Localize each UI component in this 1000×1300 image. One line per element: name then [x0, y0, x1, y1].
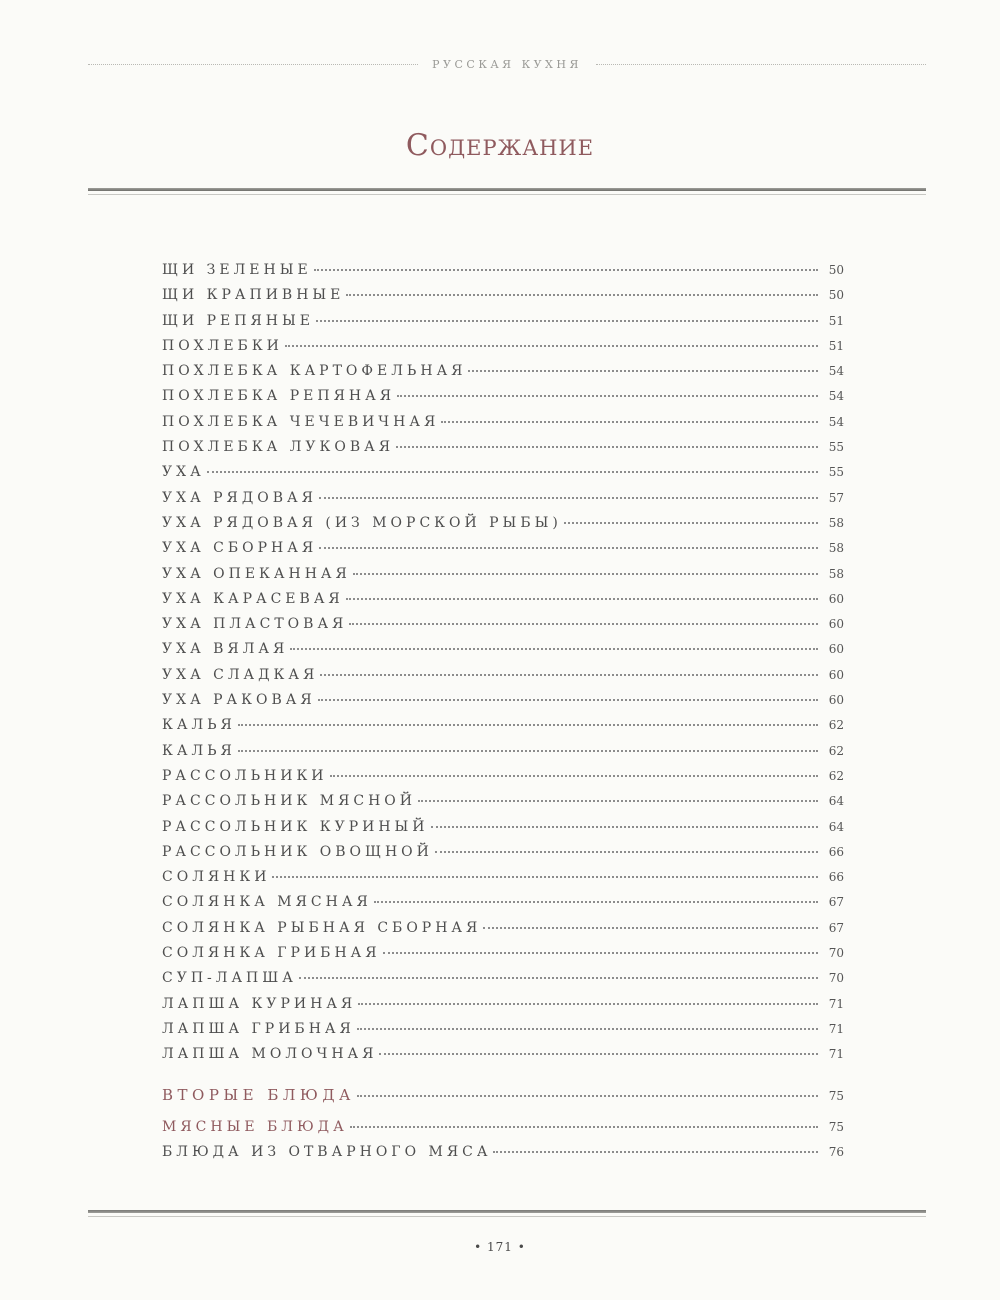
toc-entry-label: СОЛЯНКА РЫБНАЯ СБОРНАЯ — [162, 919, 482, 936]
toc-entry-label: УХА — [162, 464, 205, 481]
toc-entry[interactable] — [162, 313, 844, 338]
dot-leader — [319, 547, 818, 549]
toc-entry-page-number: 70 — [828, 946, 844, 961]
toc-entry[interactable] — [162, 439, 844, 464]
dot-leader — [441, 421, 818, 423]
toc-entry[interactable] — [162, 667, 844, 692]
toc-entry-label: ПОХЛЕБКА КАРТОФЕЛЬНАЯ — [162, 363, 467, 380]
toc-entry-label: УХА ПЛАСТОВАЯ — [162, 616, 348, 633]
toc-spacer — [162, 1072, 844, 1086]
toc-entry-label: ПОХЛЕБКИ — [162, 337, 283, 354]
toc-entry-label: УХА СЛАДКАЯ — [162, 666, 319, 683]
toc-entry-label: РАССОЛЬНИК ОВОЩНОЙ — [162, 843, 433, 860]
toc-entry[interactable] — [162, 515, 844, 540]
running-header-rule-left — [88, 64, 418, 65]
toc-entry-page-number: 58 — [828, 541, 844, 556]
toc-entry-page-number: 62 — [828, 718, 844, 733]
toc-entry-page-number: 60 — [828, 617, 844, 632]
toc-entry-label: РАССОЛЬНИК КУРИНЫЙ — [162, 818, 429, 835]
toc-entry-page-number: 62 — [828, 743, 844, 758]
toc-entry[interactable] — [162, 566, 844, 591]
toc-entry-page-number: 75 — [828, 1088, 844, 1103]
dot-leader — [285, 345, 818, 347]
toc-entry-label: СУП-ЛАПША — [162, 970, 297, 987]
dot-leader — [357, 1028, 818, 1030]
toc-entry-label: ПОХЛЕБКА РЕПЯНАЯ — [162, 388, 396, 405]
dot-leader — [374, 901, 818, 903]
toc-entry[interactable] — [162, 1021, 844, 1046]
running-header — [88, 56, 926, 72]
bottom-rule-thin — [88, 1216, 926, 1217]
dot-leader — [396, 446, 818, 448]
top-rule — [88, 188, 926, 191]
toc-entry[interactable] — [162, 768, 844, 793]
toc-entry[interactable] — [162, 338, 844, 363]
toc-entry-page-number: 64 — [828, 794, 844, 809]
dot-leader — [238, 750, 818, 752]
dot-leader — [418, 800, 818, 802]
dot-leader — [314, 269, 818, 271]
toc-entry-label: ЛАПША ГРИБНАЯ — [162, 1020, 355, 1037]
toc-entry-page-number: 51 — [828, 338, 844, 353]
toc-entry[interactable] — [162, 945, 844, 970]
dot-leader — [564, 522, 818, 524]
toc-entry[interactable] — [162, 869, 844, 894]
toc-entry[interactable] — [162, 363, 844, 388]
toc-entry[interactable] — [162, 490, 844, 515]
dot-leader — [349, 623, 818, 625]
toc-entry-page-number: 70 — [828, 971, 844, 986]
toc-entry[interactable] — [162, 540, 844, 565]
dot-leader — [319, 497, 818, 499]
toc-entry-label: КАЛЬЯ — [162, 717, 236, 734]
toc-entry-label: УХА КАРАСЕВАЯ — [162, 590, 344, 607]
toc-entry-label: ЛАПША МОЛОЧНАЯ — [162, 1046, 378, 1063]
dot-leader — [346, 598, 818, 600]
toc-entry-page-number: 54 — [828, 414, 844, 429]
toc-entry[interactable] — [162, 717, 844, 742]
toc-entry-page-number: 71 — [828, 996, 844, 1011]
toc-entry-page-number: 66 — [828, 844, 844, 859]
page-title: Содержание — [405, 128, 595, 163]
toc-entry-label: СОЛЯНКИ — [162, 869, 271, 886]
toc-entry-page-number: 62 — [828, 768, 844, 783]
dot-leader — [207, 471, 818, 473]
toc-entry-label: ЛАПША КУРИНАЯ — [162, 995, 357, 1012]
table-of-contents — [162, 262, 844, 1169]
toc-entry[interactable] — [162, 920, 844, 945]
toc-entry[interactable] — [162, 894, 844, 919]
dot-leader — [483, 927, 818, 929]
toc-entry-label: УХА ВЯЛАЯ — [162, 641, 289, 658]
dot-leader — [290, 648, 818, 650]
toc-entry-label: УХА РЯДОВАЯ — [162, 489, 317, 506]
toc-entry[interactable] — [162, 287, 844, 312]
toc-entry-label: СОЛЯНКА ГРИБНАЯ — [162, 945, 381, 962]
top-rule-thin — [88, 194, 926, 195]
toc-entry[interactable] — [162, 793, 844, 818]
toc-entry[interactable] — [162, 464, 844, 489]
dot-leader — [318, 699, 818, 701]
toc-entry-page-number: 58 — [828, 515, 844, 530]
toc-entry[interactable] — [162, 414, 844, 439]
toc-entry-page-number: 75 — [828, 1119, 844, 1134]
toc-entry-label: УХА ОПЕКАННАЯ — [162, 565, 351, 582]
toc-entry-label: УХА РЯДОВАЯ (ИЗ МОРСКОЙ РЫБЫ) — [162, 514, 562, 531]
toc-entry-label: УХА СБОРНАЯ — [162, 540, 318, 557]
toc-entry-page-number: 60 — [828, 667, 844, 682]
toc-entry[interactable] — [162, 388, 844, 413]
toc-entry-label: ПОХЛЕБКА ЧЕЧЕВИЧНАЯ — [162, 413, 440, 430]
toc-entry-page-number: 50 — [828, 288, 844, 303]
toc-entry-label: ПОХЛЕБКА ЛУКОВАЯ — [162, 439, 395, 456]
bottom-rule — [88, 1210, 926, 1213]
running-header-rule-right — [596, 64, 926, 65]
toc-entry-page-number: 60 — [828, 642, 844, 657]
dot-leader — [350, 1126, 818, 1128]
dot-leader — [435, 851, 818, 853]
dot-leader — [357, 1095, 818, 1097]
dot-leader — [358, 1003, 818, 1005]
toc-entry[interactable] — [162, 844, 844, 869]
toc-entry[interactable] — [162, 616, 844, 641]
toc-entry[interactable] — [162, 743, 844, 768]
toc-entry-label: РАССОЛЬНИК МЯСНОЙ — [162, 793, 416, 810]
dot-leader — [272, 876, 818, 878]
toc-entry[interactable] — [162, 692, 844, 717]
dot-leader — [493, 1151, 818, 1153]
toc-entry[interactable] — [162, 970, 844, 995]
toc-entry-label: ЩИ КРАПИВНЫЕ — [162, 287, 345, 304]
toc-entry-label: ВТОРЫЕ БЛЮДА — [162, 1085, 355, 1104]
toc-entry-label: МЯСНЫЕ БЛЮДА — [162, 1118, 348, 1135]
toc-entry[interactable] — [162, 996, 844, 1021]
toc-subsection-heading[interactable] — [162, 1119, 844, 1144]
toc-entry-label: ЩИ РЕПЯНЫЕ — [162, 312, 314, 329]
dot-leader — [320, 674, 818, 676]
toc-entry-page-number: 64 — [828, 819, 844, 834]
toc-entry-page-number: 60 — [828, 693, 844, 708]
toc-spacer — [162, 1111, 844, 1119]
toc-entry-page-number: 71 — [828, 1047, 844, 1062]
toc-entry-label: ЩИ ЗЕЛЕНЫЕ — [162, 262, 312, 278]
toc-entry-page-number: 51 — [828, 313, 844, 328]
toc-entry[interactable] — [162, 262, 844, 287]
toc-section-heading[interactable] — [162, 1086, 844, 1111]
dot-leader — [316, 320, 818, 322]
toc-entry-page-number: 58 — [828, 566, 844, 581]
dot-leader — [379, 1053, 818, 1055]
toc-entry-page-number: 55 — [828, 440, 844, 455]
toc-entry-page-number: 66 — [828, 870, 844, 885]
toc-entry-page-number: 67 — [828, 920, 844, 935]
toc-entry-label: БЛЮДА ИЗ ОТВАРНОГО МЯСА — [162, 1144, 492, 1161]
toc-entry-page-number: 60 — [828, 591, 844, 606]
dot-leader — [468, 370, 818, 372]
toc-entry[interactable] — [162, 1144, 844, 1169]
dot-leader — [299, 977, 818, 979]
dot-leader — [431, 826, 818, 828]
dot-leader — [346, 294, 818, 296]
toc-entry[interactable] — [162, 819, 844, 844]
dot-leader — [330, 775, 818, 777]
running-header-title: РУССКАЯ КУХНЯ — [432, 57, 582, 71]
toc-entry-page-number: 57 — [828, 490, 844, 505]
toc-entry-page-number: 67 — [828, 895, 844, 910]
dot-leader — [397, 395, 818, 397]
toc-entry-page-number: 50 — [828, 263, 844, 277]
dot-leader — [353, 573, 818, 575]
dot-leader — [383, 952, 818, 954]
toc-entry-page-number: 76 — [828, 1145, 844, 1160]
toc-entry[interactable] — [162, 591, 844, 616]
page-number: • 171 • — [474, 1240, 526, 1254]
toc-entry[interactable] — [162, 641, 844, 666]
toc-entry-page-number: 71 — [828, 1021, 844, 1036]
toc-entry-label: РАССОЛЬНИКИ — [162, 767, 328, 784]
toc-entry-page-number: 55 — [828, 465, 844, 480]
dot-leader — [238, 724, 818, 726]
toc-entry-label: УХА РАКОВАЯ — [162, 692, 316, 709]
toc-entry-page-number: 54 — [828, 364, 844, 379]
toc-entry[interactable] — [162, 1046, 844, 1071]
toc-entry-label: СОЛЯНКА МЯСНАЯ — [162, 894, 372, 911]
toc-entry-label: КАЛЬЯ — [162, 742, 236, 759]
toc-entry-page-number: 54 — [828, 389, 844, 404]
